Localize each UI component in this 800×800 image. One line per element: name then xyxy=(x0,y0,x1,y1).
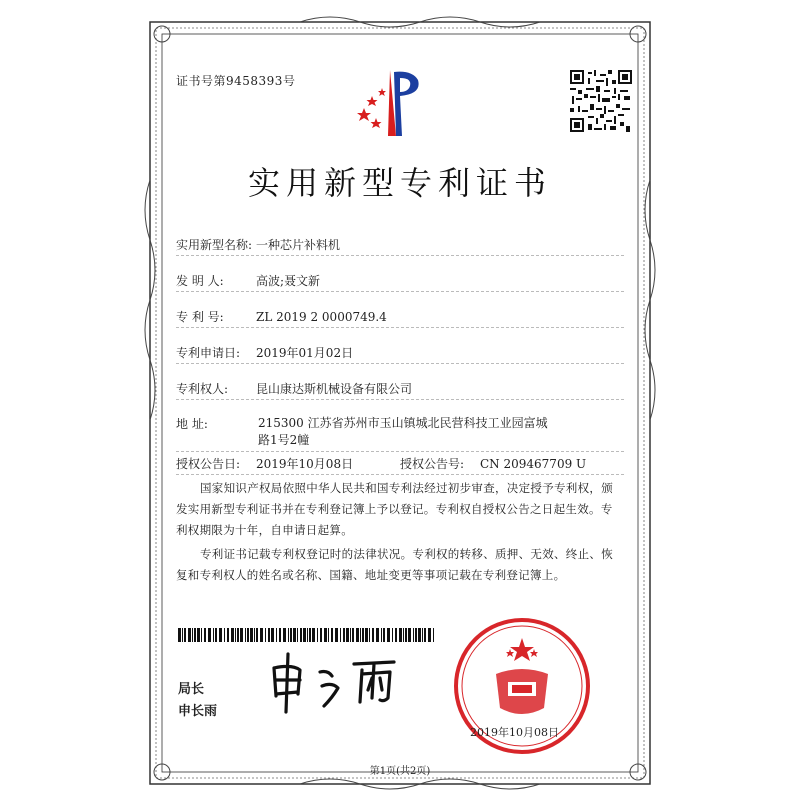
barcode-bar xyxy=(290,628,292,642)
barcode-bar xyxy=(215,628,217,642)
field-grant-date xyxy=(176,455,353,472)
seal-date: 2019年10月08日 xyxy=(470,726,559,739)
grant-statement-paragraph: 国家知识产权局依照中华人民共和国专利法经过初步审查，决定授予专利权，颁发实用新型专利证书并在专利登记簿上予以登记。专利权自授权公告之日起生效。专利权期限为十年，自申请日起算。 xyxy=(176,481,613,537)
barcode-bar xyxy=(300,628,302,642)
barcode-bar xyxy=(312,628,315,642)
field-label: 发 明 人: xyxy=(176,274,224,288)
barcode-bar xyxy=(297,628,298,642)
barcode-bar xyxy=(204,628,206,642)
handwritten-signature xyxy=(262,646,412,716)
barcode-bar xyxy=(235,628,236,642)
barcode-bar xyxy=(240,628,243,642)
barcode-bar xyxy=(188,628,191,642)
field-grant-number xyxy=(400,455,586,472)
field-value: 2019年10月08日 xyxy=(256,457,354,471)
barcode-bar xyxy=(362,628,364,642)
barcode xyxy=(178,628,438,642)
barcode-bar xyxy=(428,628,431,642)
certificate-number: 证书号第9458393号 xyxy=(176,74,296,88)
barcode-bar xyxy=(433,628,434,642)
barcode-bar xyxy=(192,628,193,642)
barcode-bar xyxy=(227,628,229,642)
barcode-bar xyxy=(254,628,255,642)
field-label: 专利权人: xyxy=(176,382,229,396)
barcode-bar xyxy=(279,628,281,642)
barcode-bar xyxy=(335,628,338,642)
barcode-bar xyxy=(283,628,286,642)
signatory-title: 局长 xyxy=(178,682,205,697)
barcode-bar xyxy=(422,628,423,642)
barcode-bar xyxy=(387,628,390,642)
barcode-bar xyxy=(360,628,361,642)
barcode-bar xyxy=(224,628,225,642)
barcode-bar xyxy=(245,628,246,642)
field-address-value: 215300 江苏省苏州市玉山镇城北民营科技工业园富城路1号2幢 xyxy=(258,416,548,447)
field-filing-date xyxy=(176,344,353,361)
field-label: 授权公告号: xyxy=(400,457,465,471)
qr-code xyxy=(570,70,632,132)
barcode-bar xyxy=(405,628,407,642)
barcode-bar xyxy=(231,628,234,642)
barcode-bar xyxy=(413,628,414,642)
barcode-bar xyxy=(247,628,249,642)
field-value: 昆山康达斯机械设备有限公司 xyxy=(256,382,413,396)
field-value: ZL 2019 2 0000749.4 xyxy=(256,310,387,324)
barcode-bar xyxy=(309,628,311,642)
barcode-bar xyxy=(365,628,368,642)
barcode-bar xyxy=(184,628,186,642)
barcode-bar xyxy=(197,628,200,642)
barcode-bar xyxy=(271,628,274,642)
barcode-bar xyxy=(352,628,354,642)
divider xyxy=(176,399,624,400)
barcode-bar xyxy=(194,628,196,642)
barcode-bar xyxy=(356,628,359,642)
barcode-bar xyxy=(320,628,322,642)
barcode-bar xyxy=(182,628,183,642)
divider xyxy=(176,327,624,328)
barcode-bar xyxy=(415,628,417,642)
barcode-bar xyxy=(260,628,263,642)
field-inventor xyxy=(176,272,320,289)
barcode-bar xyxy=(424,628,426,642)
field-value: 一种芯片补料机 xyxy=(256,238,341,252)
barcode-bar xyxy=(399,628,402,642)
barcode-bar xyxy=(265,628,266,642)
barcode-bar xyxy=(369,628,370,642)
field-label: 授权公告日: xyxy=(176,457,241,471)
barcode-bar xyxy=(346,628,349,642)
barcode-bar xyxy=(268,628,270,642)
barcode-bar xyxy=(178,628,181,642)
document-title: 实用新型专利证书 xyxy=(247,164,552,202)
barcode-bar xyxy=(288,628,289,642)
barcode-bar xyxy=(381,628,382,642)
barcode-bar xyxy=(395,628,397,642)
divider xyxy=(176,474,624,475)
barcode-bar xyxy=(372,628,374,642)
barcode-bar xyxy=(343,628,345,642)
field-label: 实用新型名称: xyxy=(176,238,253,252)
signatory-name: 申长雨 xyxy=(178,704,218,719)
field-value: CN 209467709 U xyxy=(480,457,587,471)
barcode-bar xyxy=(392,628,393,642)
barcode-bar xyxy=(256,628,258,642)
field-patent-number xyxy=(176,308,387,325)
field-patentee xyxy=(176,380,412,397)
barcode-bar xyxy=(418,628,421,642)
barcode-bar xyxy=(383,628,385,642)
page-number: 第1页(共2页) xyxy=(369,766,431,777)
barcode-bar xyxy=(293,628,296,642)
field-value: 2019年01月02日 xyxy=(256,346,354,360)
field-address xyxy=(176,415,256,432)
barcode-bar xyxy=(340,628,341,642)
barcode-bar xyxy=(328,628,329,642)
divider xyxy=(176,451,624,452)
barcode-bar xyxy=(408,628,411,642)
patent-office-emblem xyxy=(352,66,432,140)
barcode-bar xyxy=(219,628,222,642)
field-label: 专利申请日: xyxy=(176,346,241,360)
barcode-bar xyxy=(201,628,202,642)
barcode-bar xyxy=(317,628,318,642)
barcode-bar xyxy=(331,628,333,642)
barcode-bar xyxy=(403,628,404,642)
divider xyxy=(176,291,624,292)
barcode-bar xyxy=(303,628,306,642)
barcode-bar xyxy=(307,628,308,642)
barcode-bar xyxy=(208,628,211,642)
barcode-bar xyxy=(250,628,253,642)
barcode-bar xyxy=(350,628,351,642)
field-label: 专 利 号: xyxy=(176,310,224,324)
barcode-bar xyxy=(376,628,379,642)
field-utility-model-name xyxy=(176,236,340,253)
barcode-bar xyxy=(324,628,327,642)
barcode-bar xyxy=(213,628,214,642)
divider xyxy=(176,255,624,256)
divider xyxy=(176,363,624,364)
field-label: 地 址: xyxy=(176,417,208,431)
barcode-bar xyxy=(237,628,239,642)
legal-status-paragraph: 专利证书记载专利权登记时的法律状况。专利权的转移、质押、无效、终止、恢复和专利权人的姓名或名称、国籍、地址变更等事项记载在专利登记簿上。 xyxy=(176,547,613,582)
field-value: 高波;聂文新 xyxy=(256,274,321,288)
barcode-bar xyxy=(276,628,277,642)
